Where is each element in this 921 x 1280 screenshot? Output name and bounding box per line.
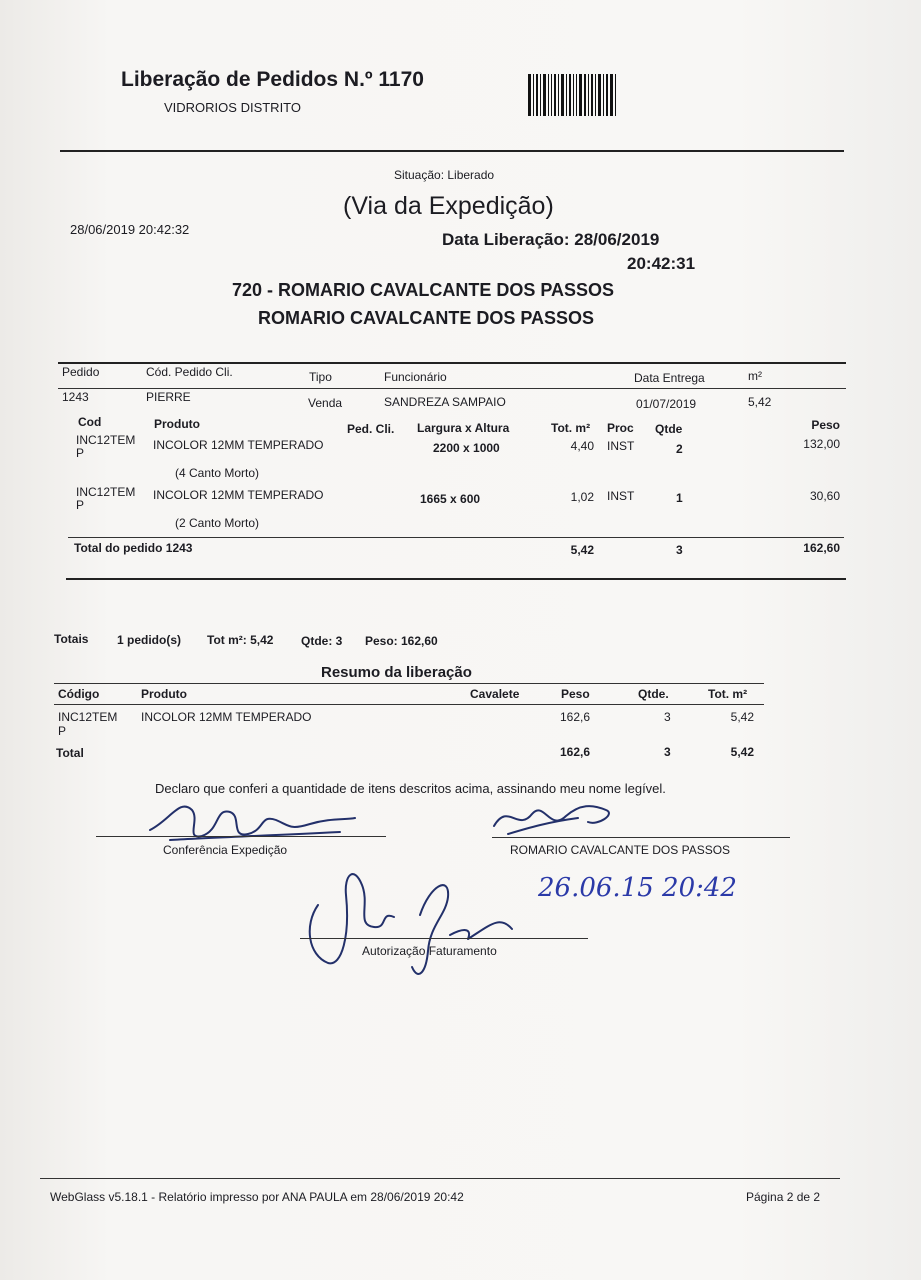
resumo-header-codigo: Código [58, 687, 100, 701]
item-peso: 30,60 [809, 489, 840, 503]
col-header-m2: m² [748, 369, 762, 383]
conferencia-label: Conferência Expedição [163, 843, 288, 857]
totais-label: Totais [54, 632, 89, 646]
item-dimensions: 1665 x 600 [420, 492, 481, 506]
footer-pagination: Página 2 de 2 [746, 1190, 821, 1204]
order-total-qtde: 3 [676, 543, 683, 557]
company-name: VIDRORIOS DISTRITO [164, 100, 301, 115]
resumo-title: Resumo da liberação [321, 664, 472, 681]
footer-report-info: WebGlass v5.18.1 - Relatório impresso por ANA PAULA em 28/06/2019 20:42 [50, 1190, 464, 1204]
order-funcionario: SANDREZA SAMPAIO [384, 395, 506, 409]
item-qtde: 2 [676, 442, 683, 456]
handwritten-date: 26.06.15 20:42 [538, 873, 737, 903]
col-header-data-entrega: Data Entrega [634, 371, 705, 385]
resumo-total-label: Total [56, 746, 84, 760]
totais-peso: Peso: 162,60 [365, 634, 438, 648]
order-total-m2: 5,42 [570, 543, 594, 557]
order-header-rule [58, 388, 846, 389]
footer-rule [40, 1178, 840, 1179]
client-name: ROMARIO CAVALCANTE DOS PASSOS [258, 308, 595, 328]
order-data-entrega: 01/07/2019 [636, 397, 697, 411]
autorizacao-signature [300, 855, 540, 985]
totais-tot-m2: Tot m²: 5,42 [207, 633, 274, 647]
resumo-total-qtde: 3 [664, 745, 671, 759]
resumo-produto: INCOLOR 12MM TEMPERADO [141, 710, 312, 724]
item-header-produto: Produto [154, 417, 200, 431]
col-header-pedido: Pedido [62, 365, 100, 379]
resumo-header-produto: Produto [141, 687, 187, 701]
resumo-qtde: 3 [664, 710, 671, 724]
item-produto: INCOLOR 12MM TEMPERADO [153, 438, 324, 452]
item-produto: INCOLOR 12MM TEMPERADO [153, 488, 324, 502]
autorizacao-signature-line [300, 938, 588, 939]
item-obs: (4 Canto Morto) [175, 466, 260, 480]
item-tot-m2: 4,40 [570, 439, 594, 453]
resumo-total-tot-m2: 5,42 [730, 745, 754, 759]
resumo-peso: 162,6 [560, 710, 591, 724]
client-signature-line [492, 837, 790, 838]
item-dimensions: 2200 x 1000 [433, 441, 500, 455]
order-table-top-rule [58, 362, 846, 364]
item-cod: INC12TEM [76, 485, 136, 499]
print-datetime: 28/06/2019 20:42:32 [70, 222, 190, 237]
totais-pedidos: 1 pedido(s) [117, 633, 182, 647]
resumo-top-rule [54, 683, 764, 684]
client-signature [488, 792, 628, 842]
resumo-tot-m2: 5,42 [730, 710, 754, 724]
item-qtde: 1 [676, 491, 683, 505]
col-header-cod-pedido-cli: Cód. Pedido Cli. [146, 365, 233, 379]
order-pedido: 1243 [62, 390, 89, 404]
via-label: (Via da Expedição) [343, 192, 554, 220]
order-cod-pedido-cli: PIERRE [146, 390, 191, 404]
item-tot-m2: 1,02 [570, 490, 594, 504]
hora-liberacao: 20:42:31 [627, 254, 696, 273]
item-obs: (2 Canto Morto) [175, 516, 260, 530]
data-liberacao: Data Liberação: 28/06/2019 [442, 230, 660, 249]
order-total-label: Total do pedido 1243 [74, 541, 193, 555]
item-proc: INST [607, 439, 635, 453]
autorizacao-label: Autorização Faturamento [362, 944, 497, 958]
item-header-peso: Peso [811, 418, 840, 432]
situacao-text: Situação: Liberado [394, 168, 495, 182]
order-m2: 5,42 [748, 395, 772, 409]
item-cod-suffix: P [76, 498, 85, 512]
col-header-tipo: Tipo [309, 370, 332, 384]
header-divider [60, 150, 844, 152]
item-header-cod: Cod [78, 415, 102, 429]
resumo-header-qtde: Qtde. [638, 687, 669, 701]
item-header-tot-m2: Tot. m² [551, 421, 591, 435]
resumo-codigo: INC12TEM [58, 710, 118, 724]
conferencia-signature-line [96, 836, 386, 837]
item-proc: INST [607, 489, 635, 503]
item-header-qtde: Qtde [655, 422, 683, 436]
order-total-peso: 162,60 [803, 541, 840, 555]
item-header-ped-cli: Ped. Cli. [347, 422, 395, 436]
barcode [528, 74, 628, 116]
resumo-header-peso: Peso [561, 687, 590, 701]
item-cod-suffix: P [76, 446, 85, 460]
resumo-header-tot-m2: Tot. m² [708, 687, 748, 701]
order-tipo: Venda [308, 396, 343, 410]
item-peso: 132,00 [803, 437, 840, 451]
document-title: Liberação de Pedidos N.º 1170 [121, 68, 424, 91]
declaration-text: Declaro que conferi a quantidade de itens descritos acima, assinando meu nome legível. [155, 781, 666, 796]
col-header-funcionario: Funcionário [384, 370, 447, 384]
item-header-largura-altura: Largura x Altura [417, 421, 510, 435]
resumo-codigo-suffix: P [58, 724, 67, 738]
client-code-name: 720 - ROMARIO CAVALCANTE DOS PASSOS [232, 280, 615, 300]
totais-qtde: Qtde: 3 [301, 634, 343, 648]
resumo-total-peso: 162,6 [560, 745, 591, 759]
item-cod: INC12TEM [76, 433, 136, 447]
resumo-header-rule [54, 704, 764, 705]
order-total-rule [68, 537, 844, 538]
order-table-bottom-rule [66, 578, 846, 580]
item-header-proc: Proc [607, 421, 634, 435]
client-signature-label: ROMARIO CAVALCANTE DOS PASSOS [510, 843, 731, 857]
resumo-header-cavalete: Cavalete [470, 687, 520, 701]
